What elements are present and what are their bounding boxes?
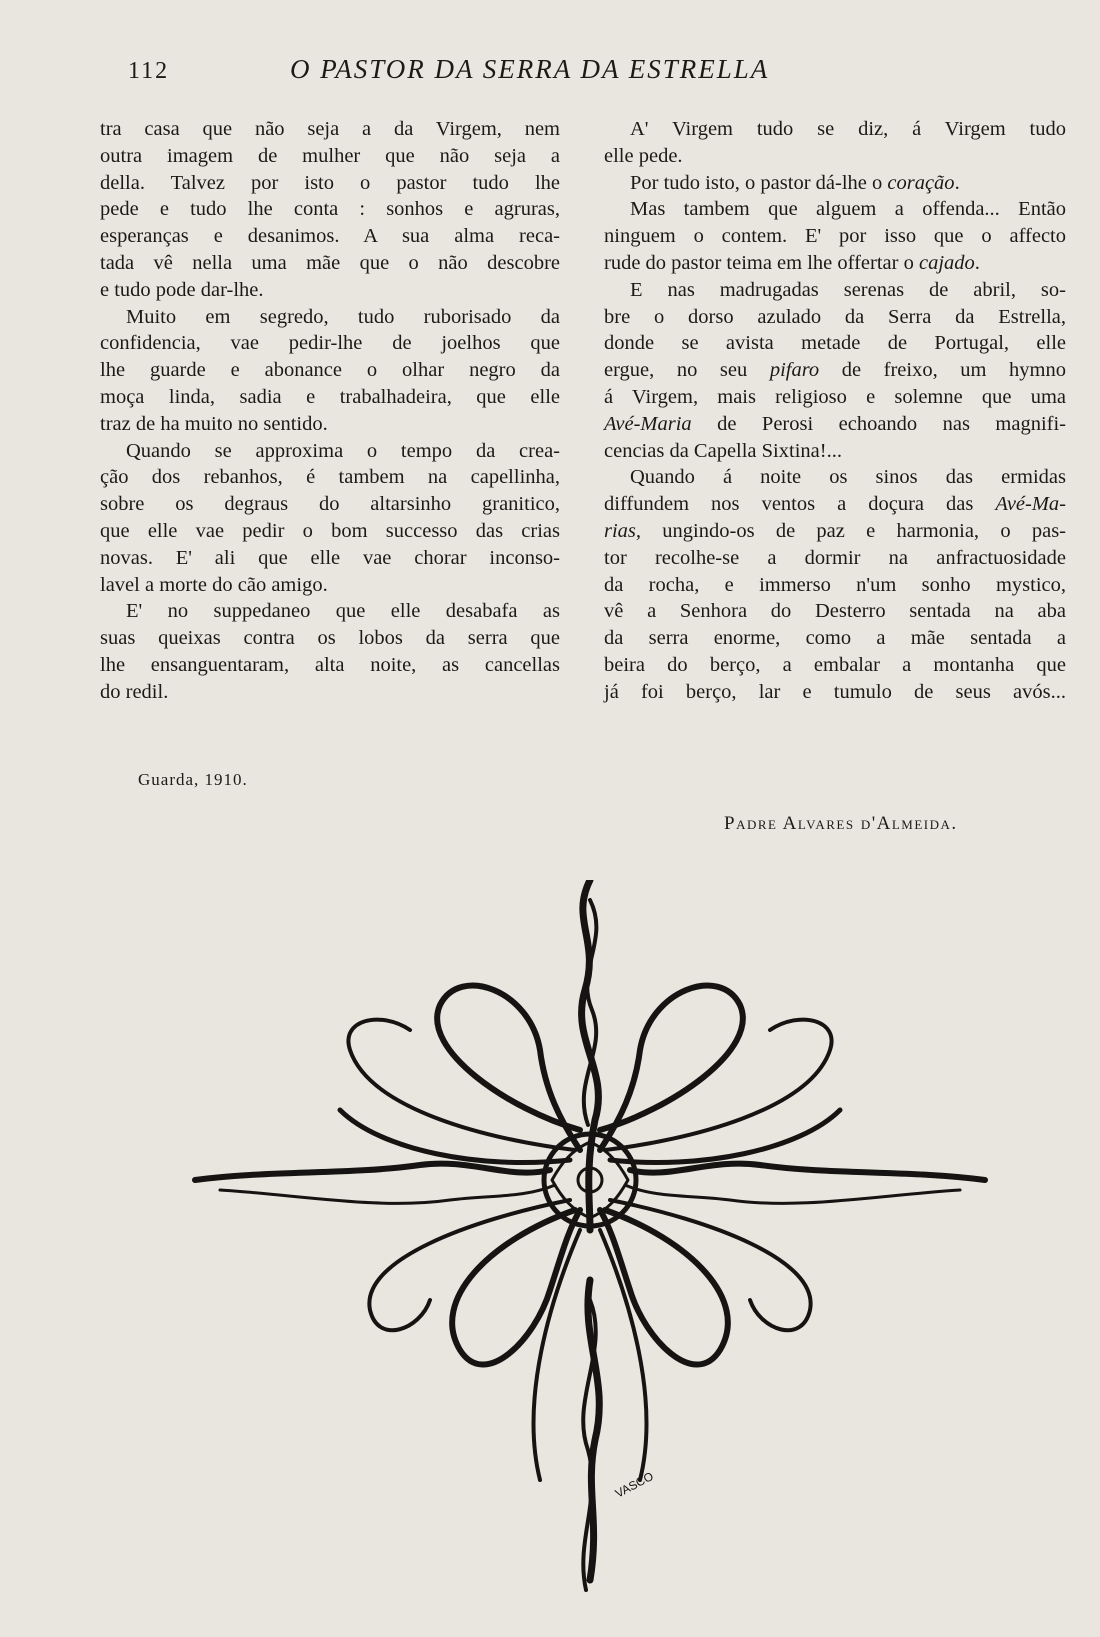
- text-line: lhe guarde e abonance o olhar negro da: [100, 359, 560, 382]
- italic-text: coração: [887, 171, 955, 194]
- text-line: do redil.: [100, 680, 169, 703]
- text-line: [604, 625, 1066, 652]
- dateline: Guarda, 1910.: [138, 770, 248, 789]
- text-run: E nas madrugadas serenas de abril, so-: [630, 278, 1066, 301]
- text-line: [604, 170, 1066, 197]
- text-line: [604, 304, 1066, 331]
- text-run: de Perosi echoando nas magnifi-: [691, 412, 1066, 435]
- text-line: [604, 250, 1066, 277]
- page-number: 112: [128, 58, 170, 84]
- text-run: .: [974, 251, 980, 274]
- right-text-column: [604, 116, 1066, 706]
- text-line: [604, 277, 1066, 304]
- text-line: que elle vae pedir o bom successo das crias: [100, 519, 560, 542]
- text-line: [604, 330, 1066, 357]
- text-line: [604, 679, 1066, 706]
- text-run: á Virgem, mais religioso e solemne que uma: [604, 385, 1066, 408]
- text-run: A' Virgem tudo se diz, á Virgem tudo: [630, 118, 1066, 140]
- text-run: diffundem nos ventos a doçura das: [604, 493, 996, 516]
- text-line: traz de ha muito no sentido.: [100, 412, 328, 435]
- text-line: sobre os degraus do altarsinho granitico,: [100, 493, 560, 516]
- text-run: bre o dorso azulado da Serra da Estrella,: [604, 305, 1066, 328]
- text-run: ungindo-os de paz e harmonia, o pas-: [641, 519, 1066, 542]
- text-line: della. Talvez por isto o pastor tudo lhe: [100, 171, 560, 194]
- text-line: e tudo pode dar-lhe.: [100, 278, 264, 301]
- text-line: pede e tudo lhe conta : sonhos e agruras,: [100, 198, 560, 221]
- text-line: suas queixas contra os lobos da serra que: [100, 627, 560, 650]
- text-run: beira do berço, a embalar a montanha que: [604, 653, 1066, 676]
- text-line: [604, 598, 1066, 625]
- italic-text: rias,: [604, 519, 642, 542]
- text-line: [604, 196, 1066, 223]
- text-run: já foi berço, lar e tumulo de seus avós...: [604, 680, 1066, 703]
- text-line: moça linda, sadia e trabalhadeira, que elle: [100, 385, 560, 408]
- text-line: [604, 518, 1066, 545]
- text-line: [604, 223, 1066, 250]
- italic-text: cajado: [918, 251, 975, 274]
- text-run: Mas tambem que alguem a offenda... Então: [630, 198, 1066, 221]
- art-nouveau-ornament: [190, 880, 990, 1620]
- text-run: donde se avista metade de Portugal, elle: [604, 332, 1066, 355]
- text-line: [604, 384, 1066, 411]
- text-line: [604, 572, 1066, 599]
- text-line: [604, 116, 1066, 143]
- text-run: tor recolhe-se a dormir na anfractuosidade: [604, 546, 1066, 569]
- text-line: tada vê nella uma mãe que o não descobre: [100, 251, 560, 274]
- text-run: de freixo, um hymno: [819, 359, 1066, 382]
- text-line: novas. E' ali que elle vae chorar inconso-: [100, 546, 560, 569]
- italic-text: pifaro: [769, 359, 820, 382]
- artist-signature: VASCO: [612, 1468, 656, 1501]
- text-line: tra casa que não seja a da Virgem, nem: [100, 118, 560, 140]
- text-line: esperanças e desanimos. A sua alma reca-: [100, 225, 560, 248]
- text-line: lhe ensanguentaram, alta noite, as cancellas: [100, 653, 560, 676]
- text-line: [604, 438, 1066, 465]
- text-line: [604, 652, 1066, 679]
- text-line: [604, 411, 1066, 438]
- italic-text: Avé-Ma-: [995, 493, 1066, 516]
- left-text-column: [100, 116, 560, 706]
- text-line: lavel a morte do cão amigo.: [100, 573, 328, 596]
- text-line: outra imagem de mulher que não seja a: [100, 144, 560, 167]
- text-line: [604, 357, 1066, 384]
- author-signature: Padre Alvares d'Almeida.: [724, 813, 958, 834]
- text-line: Muito em segredo, tudo ruborisado da: [126, 305, 560, 328]
- text-run: ninguem o contem. E' por isso que o affecto: [604, 225, 1066, 248]
- text-line: confidencia, vae pedir-lhe de joelhos que: [100, 332, 560, 355]
- text-run: elle pede.: [604, 144, 683, 167]
- text-run: Por tudo isto, o pastor dá-lhe o: [630, 171, 888, 194]
- running-title: O PASTOR DA SERRA DA ESTRELLA: [290, 54, 770, 84]
- text-run: da serra enorme, como a mãe sentada a: [604, 627, 1066, 650]
- text-run: .: [954, 171, 960, 194]
- text-run: vê a Senhora do Desterro sentada na aba: [604, 600, 1066, 623]
- text-line: E' no suppedaneo que elle desabafa as: [126, 600, 560, 623]
- text-run: Quando á noite os sinos das ermidas: [630, 466, 1066, 489]
- text-line: ção dos rebanhos, é tambem na capellinha,: [100, 466, 560, 489]
- text-line: Quando se approxima o tempo da crea-: [126, 439, 560, 462]
- text-line: [604, 464, 1066, 491]
- text-run: da rocha, e immerso n'um sonho mystico,: [604, 573, 1066, 596]
- text-run: ergue, no seu: [604, 359, 770, 382]
- text-line: [604, 491, 1066, 518]
- text-run: rude do pastor teima em lhe offertar o: [604, 251, 919, 274]
- italic-text: Avé-Maria: [604, 412, 692, 435]
- text-run: cencias da Capella Sixtina!...: [604, 439, 842, 462]
- text-line: [604, 143, 1066, 170]
- text-line: [604, 545, 1066, 572]
